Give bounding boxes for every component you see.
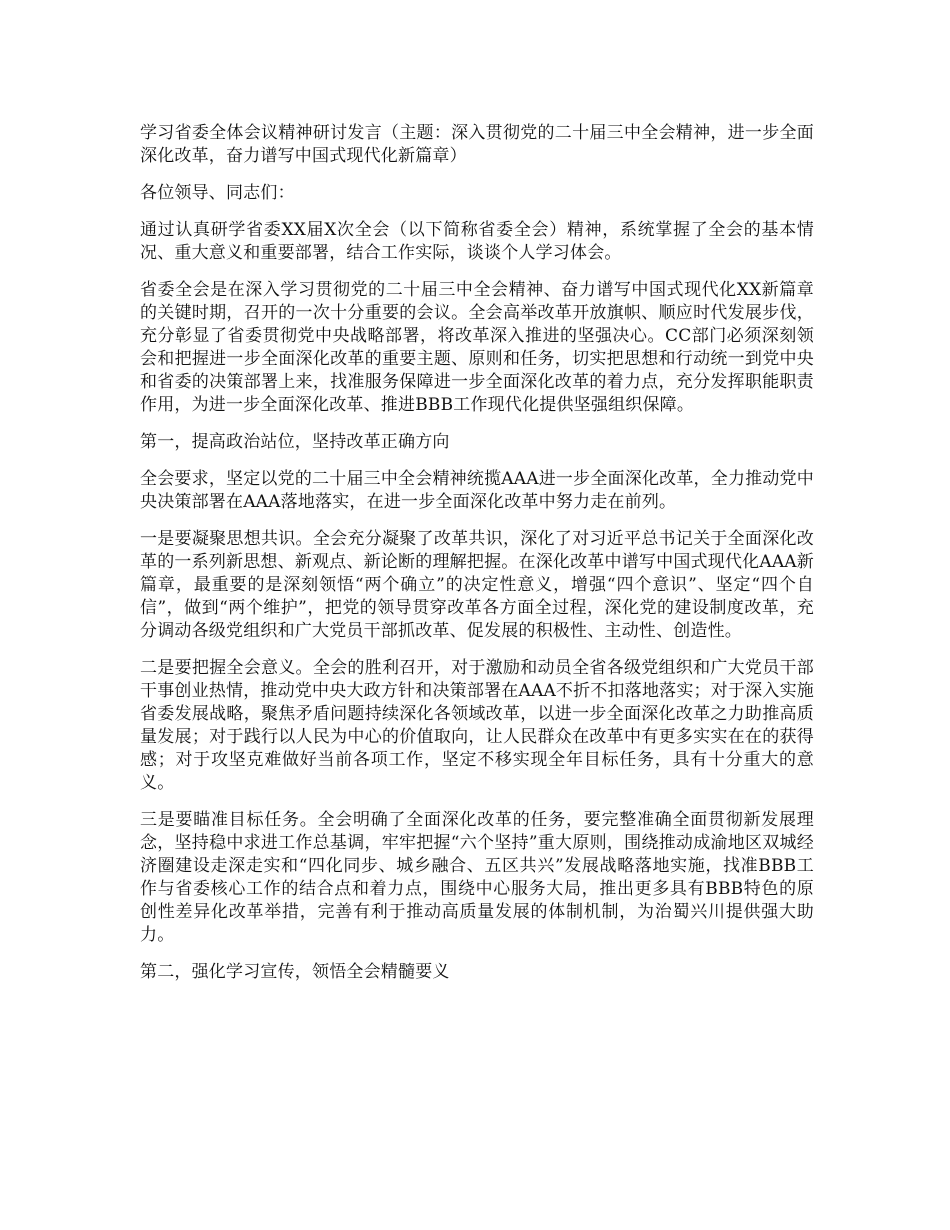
section-heading-first: 第一，提高政治站位，坚持改革正确方向 bbox=[140, 432, 450, 452]
paragraph-point-two: 二是要把握全会意义。全会的胜利召开，对于激励和动员全省各级党组织和广大党员干部干事创业热情，推动党中央大政方针和决策部署在AAA不折不扣落地落实；对于深入实施省委发展战略，聚焦矛盾问题持续深化各领域改革，以进一步全面深化改革之力助推高质量发展；对于践行以人民为中心的价值取向，让人民群众在改革中有更多实实在在的获得感；对于攻坚克难做好当前各项工作，坚定不移实现全年目标任务，具有十分重大的意义。 bbox=[140, 658, 814, 793]
section-heading-second: 第二，强化学习宣传，领悟全会精髓要义 bbox=[140, 962, 450, 982]
paragraph-intro: 通过认真研学省委XX届X次全会（以下简称省委全会）精神，系统掌握了全会的基本情况、重大意义和重要部署，结合工作实际，谈谈个人学习体会。 bbox=[140, 220, 814, 263]
salutation: 各位领导、同志们： bbox=[140, 183, 295, 203]
document-page bbox=[140, 122, 814, 998]
paragraph-point-one: 一是要凝聚思想共识。全会充分凝聚了改革共识，深化了对习近平总书记关于全面深化改革的一系列新思想、新观点、新论断的理解把握。在深化改革中谱写中国式现代化AAA新篇章，最重要的是深刻领悟“两个确立”的决定性意义，增强“四个意识”、坚定“四个自信”，做到“两个维护”，把党的领导贯穿改革各方面全过程，深化党的建设制度改革，充分调动各级党组织和广大党员干部抓改革、促发展的积极性、主动性、创造性。 bbox=[140, 529, 814, 641]
paragraph-requirement: 全会要求，坚定以党的二十届三中全会精神统揽AAA进一步全面深化改革，全力推动党中央决策部署在AAA落地落实，在进一步全面深化改革中努力走在前列。 bbox=[140, 469, 814, 512]
paragraph-point-three: 三是要瞄准目标任务。全会明确了全面深化改革的任务，要完整准确全面贯彻新发展理念，坚持稳中求进工作总基调，牢牢把握“六个坚持”重大原则，围绕推动成渝地区双城经济圈建设走深走实和“四化同步、城乡融合、五区共兴”发展战略落地实施，找准BBB工作与省委核心工作的结合点和着力点，围绕中心服务大局，推出更多具有BBB特色的原创性差异化改革举措，完善有利于推动高质量发展的体制机制，为治蜀兴川提供强大助力。 bbox=[140, 810, 814, 945]
paragraph-background: 省委全会是在深入学习贯彻党的二十届三中全会精神、奋力谱写中国式现代化XX新篇章的关键时期，召开的一次十分重要的会议。全会高举改革开放旗帜、顺应时代发展步伐，充分彰显了省委贯彻党中央战略部署，将改革深入推进的坚强决心。CC部门必须深刻领会和把握进一步全面深化改革的重要主题、原则和任务，切实把思想和行动统一到党中央和省委的决策部署上来，找准服务保障进一步全面深化改革的着力点，充分发挥职能职责作用，为进一步全面深化改革、推进BBB工作现代化提供坚强组织保障。 bbox=[140, 280, 814, 415]
document-title: 学习省委全体会议精神研讨发言（主题：深入贯彻党的二十届三中全会精神，进一步全面深化改革，奋力谱写中国式现代化新篇章） bbox=[140, 123, 814, 166]
